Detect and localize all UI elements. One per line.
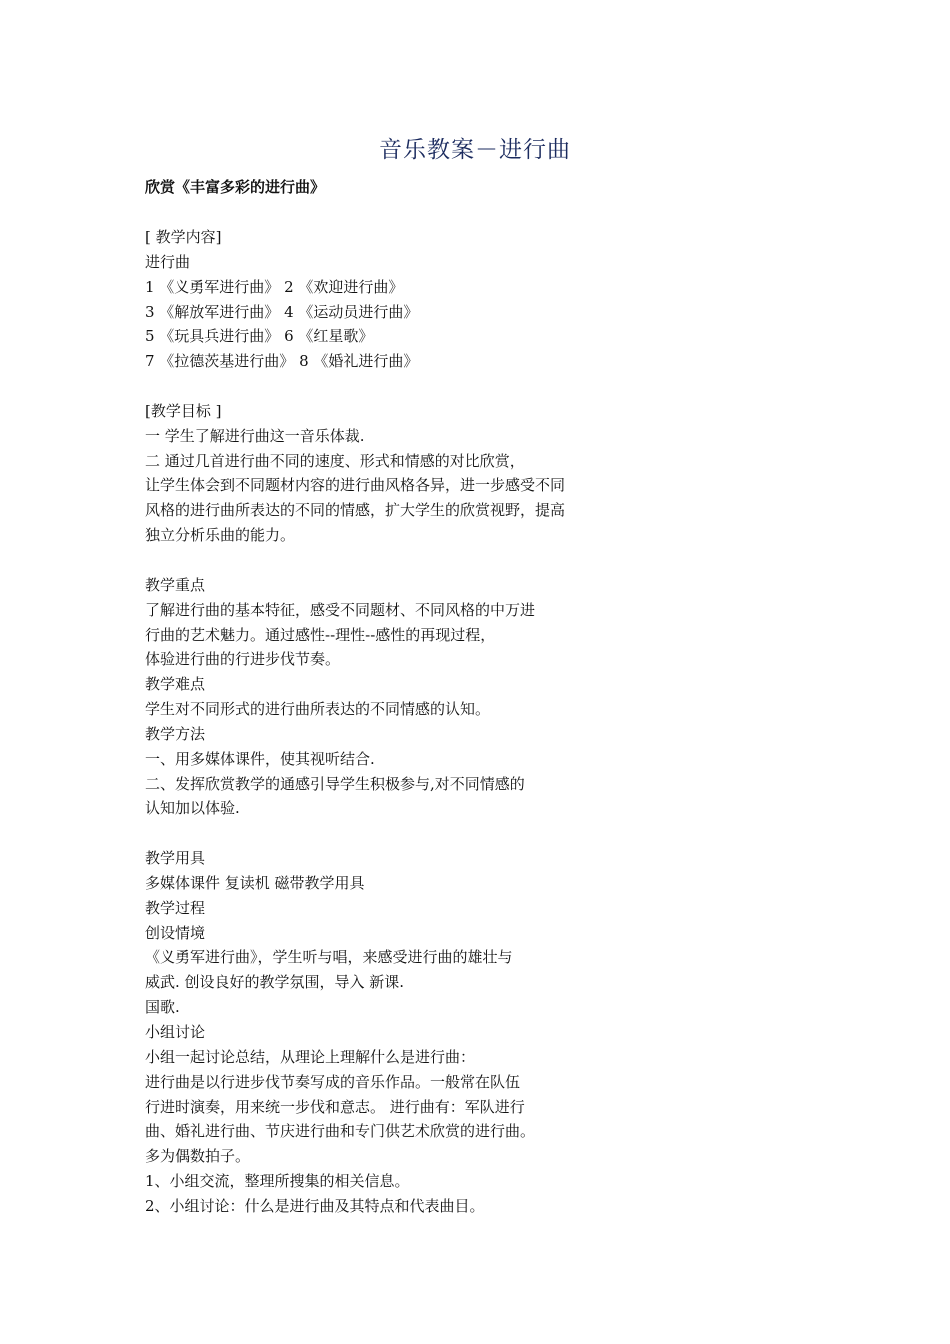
text-line: 行进时演奏，用来统一步伐和意志。 进行曲有：军队进行 bbox=[145, 1097, 525, 1116]
text-line: 小组讨论 bbox=[145, 1023, 206, 1041]
blank-line bbox=[145, 548, 845, 573]
document-title: 音乐教案－进行曲 bbox=[379, 137, 571, 163]
document-body bbox=[145, 225, 845, 1219]
text-line: 进行曲 bbox=[145, 252, 191, 271]
text-line: 二 通过几首进行曲不同的速度、形式和情感的对比欣赏， bbox=[145, 451, 525, 470]
text-line: 二、发挥欣赏教学的通感引导学生积极参与,对不同情感的 bbox=[145, 774, 525, 793]
text-line: 国歌. bbox=[145, 998, 180, 1017]
text-line: 独立分析乐曲的能力。 bbox=[145, 526, 296, 545]
text-line: 了解进行曲的基本特征，感受不同题材、不同风格的中万进 bbox=[145, 600, 536, 619]
text-line: [教学目标 ] bbox=[145, 401, 222, 420]
document-subtitle: 欣赏《丰富多彩的进行曲》 bbox=[145, 178, 326, 196]
text-line: 一 学生了解进行曲这一音乐体裁. bbox=[145, 426, 365, 445]
text-line: 7 《拉德茨基进行曲》 8 《婚礼进行曲》 bbox=[145, 352, 419, 371]
text-line: 教学方法 bbox=[145, 724, 206, 743]
text-line: 3 《解放军进行曲》 4 《运动员进行曲》 bbox=[145, 302, 419, 321]
text-line: 教学难点 bbox=[145, 675, 206, 694]
text-line: 进行曲是以行进步伐节奏写成的音乐作品。一般常在队伍 bbox=[145, 1072, 521, 1091]
text-line: 创设情境 bbox=[145, 923, 206, 942]
text-line: 行曲的艺术魅力。通过感性--理性--感性的再现过程， bbox=[145, 625, 496, 644]
text-line: 教学重点 bbox=[145, 575, 206, 594]
text-line: 5 《玩具兵进行曲》 6 《红星歌》 bbox=[145, 327, 374, 346]
blank-line bbox=[145, 374, 845, 399]
text-line: 多为偶数拍子。 bbox=[145, 1147, 251, 1166]
blank-line bbox=[145, 821, 845, 846]
text-line: 风格的进行曲所表达的不同的情感，扩大学生的欣赏视野，提高 bbox=[145, 501, 566, 520]
text-line: 1 《义勇军进行曲》 2 《欢迎进行曲》 bbox=[145, 277, 404, 296]
text-line: 《义勇军进行曲》，学生听与唱，来感受进行曲的雄壮与 bbox=[145, 948, 513, 967]
text-line: 多媒体课件 复读机 磁带教学用具 bbox=[145, 873, 365, 892]
text-line: 一、用多媒体课件，使其视听结合. bbox=[145, 749, 375, 768]
text-line: 小组一起讨论总结，从理论上理解什么是进行曲： bbox=[145, 1047, 476, 1066]
text-line: 曲、婚礼进行曲、节庆进行曲和专门供艺术欣赏的进行曲。 bbox=[145, 1122, 536, 1141]
text-line: 1、小组交流，整理所搜集的相关信息。 bbox=[145, 1172, 410, 1191]
text-line: 学生对不同形式的进行曲所表达的不同情感的认知。 bbox=[145, 700, 491, 719]
text-line: 体验进行曲的行进步伐节奏。 bbox=[145, 650, 341, 669]
text-line: 认知加以体验. bbox=[145, 799, 240, 818]
text-line: 教学用具 bbox=[145, 849, 206, 868]
text-line: [ 教学内容] bbox=[145, 228, 222, 246]
text-line: 让学生体会到不同题材内容的进行曲风格各异，进一步感受不同 bbox=[145, 476, 566, 495]
text-line: 教学过程 bbox=[145, 898, 206, 917]
text-line: 2、小组讨论：什么是进行曲及其特点和代表曲目。 bbox=[145, 1196, 485, 1215]
text-line: 威武. 创设良好的教学氛围，导入 新课. bbox=[145, 973, 405, 992]
